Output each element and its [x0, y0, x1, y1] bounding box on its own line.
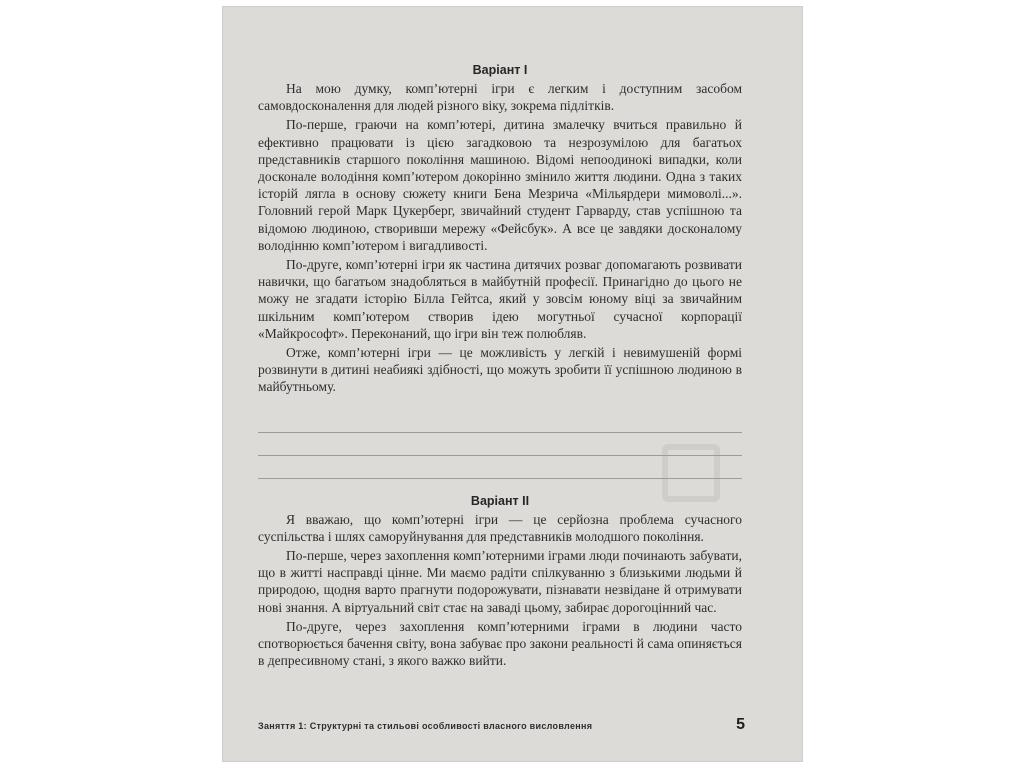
writing-lines [258, 410, 742, 479]
variant-1-paragraph: Отже, комп’ютерні ігри — це можливість у легкій і невимушеній формі розвинути в дитині неабиякі здібності, що можуть зробити її успішною людиною в майбутньому. [258, 345, 742, 395]
writing-line [258, 410, 742, 433]
page-number: 5 [736, 716, 745, 733]
lesson-title: Заняття 1: Структурні та стильові особливості власного висловлення [258, 721, 593, 731]
variant-1-heading: Варіант І [472, 63, 528, 77]
writing-line [258, 456, 742, 479]
variant-2-heading: Варіант ІІ [470, 493, 530, 508]
variant-1-paragraph: На мою думку, комп’ютерні ігри є легким і доступним засобом самовдосконалення для людей різного віку, зокрема підлітків. [258, 81, 742, 114]
variant-2-paragraph: По-друге, через захоплення комп’ютерними іграми в людини часто спотворюється бачення світу, вона забуває про закони реальності й сама опиняється в депресивному стані, з якого важко вийти. [258, 618, 742, 669]
page-content [258, 62, 742, 671]
variant-2-paragraph: Я вважаю, що комп’ютерні ігри — це серйозна проблема сучасного суспільства і шлях саморуйнування для представників молодшого покоління. [258, 511, 742, 544]
variant-1-paragraph: По-перше, граючи на комп’ютері, дитина змалечку вчиться правильно й ефективно працювати із цією загадковою та незрозумілою для багатьох представників старшого покоління машиною. Відомі непоодинокі випадки, коли досконале володіння комп’ютером докорінно змінило життя людини. Одна з таких історій лягла в основу сюжету книги Бена Мезрича «Мільярдери мимоволі...». Головний герой Марк Цукерберг, звичайний студент Гарварду, став успішною та відомою людиною, створивши мережу «Фейсбук». А все це завдяки досконалому володінню комп’ютером і вигадливості. [258, 117, 742, 253]
variant-1-paragraph: По-друге, комп’ютерні ігри як частина дитячих розваг допомагають розвивати навички, що багатьом знадобляться в майбутній професії. Принагідно до цього не можу не згадати історію Білла Гейтса, який у зовсім юному віці за звичайним шкільним комп’ютером створив ідею могутньої сучасної корпорації «Майкрософт». Переконаний, що ігри він теж полюбляв. [258, 257, 742, 341]
scanned-page [222, 6, 803, 762]
page-footer [258, 716, 745, 736]
writing-line [258, 433, 742, 456]
variant-2-paragraph: По-перше, через захоплення комп’ютерними іграми люди починають забувати, що в житті насправді цінне. Ми маємо радіти спілкуванню з близькими людьми й природою, щодня варто прагнути подорожувати, пізнавати незвідане й отримувати нові знання. А віртуальний світ стає на заваді цьому, забирає дорогоцінний час. [258, 548, 742, 615]
